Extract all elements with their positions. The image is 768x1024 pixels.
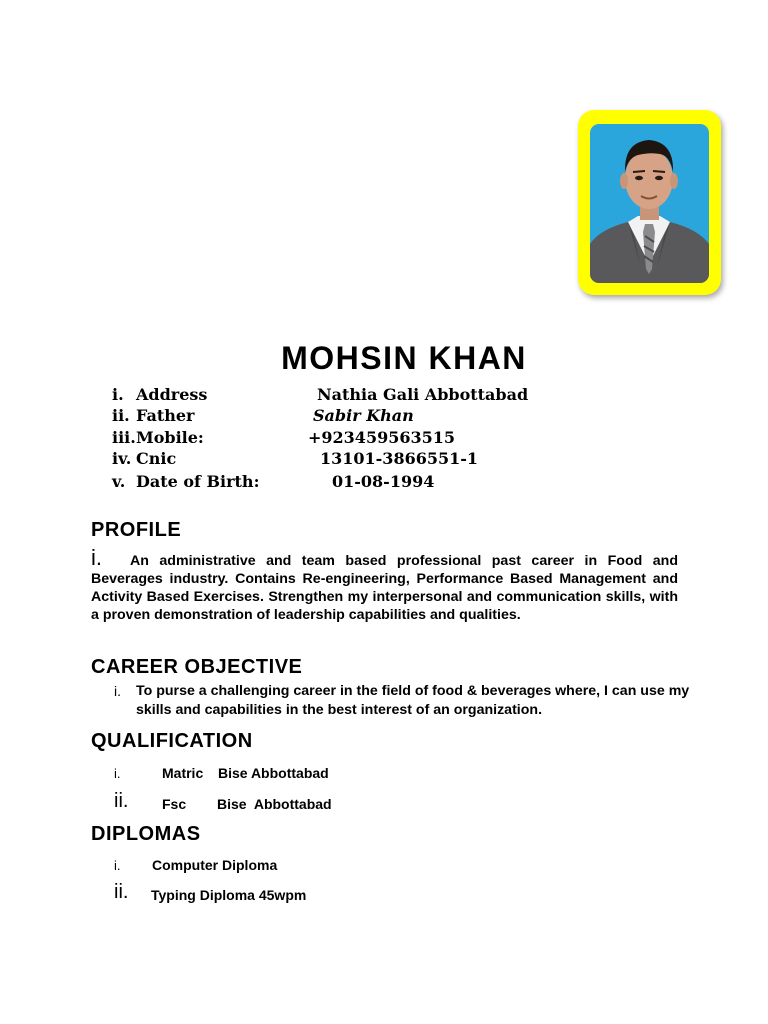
info-number: ii.: [112, 406, 130, 425]
info-label: Cnic: [136, 449, 177, 468]
diploma-text: Computer Diploma: [152, 857, 278, 873]
info-row-mobile: [112, 428, 455, 450]
info-label: Father: [136, 406, 195, 425]
qualification-item: [114, 790, 128, 813]
person-name: MOHSIN KHAN: [281, 340, 527, 376]
qualification-heading: QUALIFICATION: [91, 730, 253, 752]
info-row-address: [112, 385, 529, 407]
list-number: i.: [114, 858, 121, 873]
diploma-text: Typing Diploma 45wpm: [151, 887, 307, 903]
info-value: 13101-3866551-1: [320, 449, 479, 468]
diploma-item: [114, 857, 121, 873]
profile-number: i.: [91, 545, 102, 570]
info-row-cnic: [112, 449, 479, 471]
list-number: ii.: [114, 790, 129, 812]
info-row-dob: [112, 472, 435, 494]
diploma-item: [114, 881, 128, 904]
info-number: iii.: [112, 428, 136, 447]
info-value: 01-08-1994: [332, 472, 435, 491]
info-label: Date of Birth:: [136, 472, 260, 491]
qualification-degree: Fsc: [162, 796, 187, 812]
list-number: i.: [114, 766, 121, 781]
info-label: Address: [136, 385, 208, 404]
info-number: iv.: [112, 449, 132, 468]
qualification-board: Bise Abbottabad: [218, 765, 329, 781]
info-number: v.: [112, 472, 126, 491]
info-label: Mobile:: [136, 428, 204, 447]
career-number: i.: [114, 683, 121, 699]
career-text: To purse a challenging career in the field of food & beverages where, I can use my skills and capabilities in the best interest of an organization.: [136, 683, 690, 718]
profile-heading: PROFILE: [91, 519, 182, 541]
qualification-item: [114, 765, 121, 781]
profile-photo: [590, 124, 709, 283]
profile-text: An administrative and team based professional past career in Food and Beverages industry. Contains Re-engineering, Performance Based Management and Activity Based Exercises. Strengthen my interpersonal and communication skills, with a proven demonstration of leadership capabilities and qualities.: [91, 553, 678, 623]
career-heading: CAREER OBJECTIVE: [91, 656, 303, 678]
info-value: +923459563515: [308, 428, 455, 447]
info-number: i.: [112, 385, 124, 404]
qualification-degree: Matric: [162, 765, 204, 781]
info-value: Nathia Gali Abbottabad: [317, 385, 529, 404]
list-number: ii.: [114, 881, 129, 903]
info-row-father: [112, 406, 414, 428]
qualification-board: Bise Abbottabad: [217, 796, 332, 812]
profile-paragraph: [91, 545, 678, 624]
diplomas-heading: DIPLOMAS: [91, 823, 201, 845]
info-value: Sabir Khan: [313, 406, 414, 425]
